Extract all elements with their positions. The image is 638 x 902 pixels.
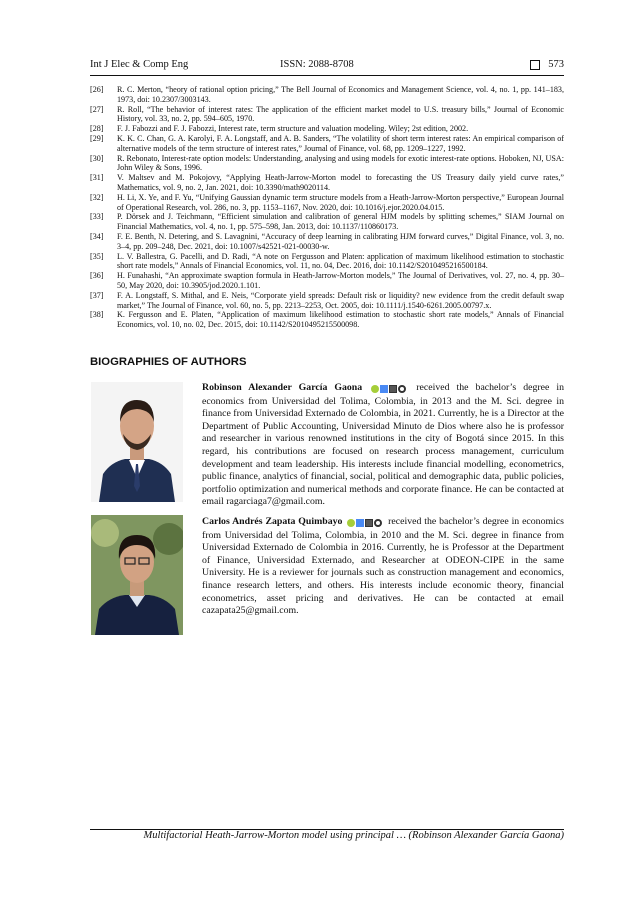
author-name: Carlos Andrés Zapata Quimbayo [202, 516, 343, 527]
reference-item: [34] F. E. Benth, N. Detering, and S. Lavagnini, “Accuracy of deep learning in calibrating HJM forward curves,” Digital Finance, vol. 3, no. 3–4, pp. 209–248, Dec. 2021, doi: 10.1007/s42521-021-00030-w. [90, 231, 564, 251]
reference-item: [33] P. Dörsek and J. Teichmann, “Efficient simulation and calibration of general HJM models by splitting schemes,” SIAM Journal on Financial Mathematics, vol. 4, no. 1, pp. 575–598, Jan. 2013, doi: 10.1137/110860173. [90, 212, 564, 232]
orcid-icon[interactable] [371, 385, 379, 393]
running-header [90, 59, 564, 75]
issn: ISSN: 2088-8708 [280, 59, 354, 70]
reference-item: [27] R. Roll, “The behavior of interest rates: The application of the efficient market model to U.S. treasury bills,” Journal of Economic History, vol. 33, no. 2, pp. 594–605, 1970. [90, 104, 564, 124]
reference-item: [29] K. K. C. Chan, G. A. Karolyi, F. A. Longstaff, and A. B. Sanders, “The volatility of short term interest rates: An empirical comparison of alternative models of the term structure of interest rates,” Journal of Finance, vol. 68, pp. 1209–1227, 1992. [90, 133, 564, 153]
bio-text: received the bachelor’s degree in economics from Universidad del Tolima, Colombia, in 2013 and the M. Sci. degree in finance from Universidad Externado de Colombia, in 2021. Currently, he is a Director at the Department of Public Accounting, Universidad Minuto de Dios where also he is professor and researcher in various renowned institutions in the city of Bogotá since 2015. In this regard, his contributions are focused on research process management, curriculum development and team leadership. His interests include financial modelling, econometrics, public finance, analytics of financial, social, political and demographic data, public policies, portfolio optimization and numerical methods and corporate finance. He can be contacted at email ragarciaga7@gmail.com. [202, 382, 565, 508]
author-photo [91, 515, 183, 635]
running-footer: Multifactorial Heath-Jarrow-Morton model using principal … (Robinson Alexander García Gaona) [143, 830, 564, 841]
publons-icon[interactable] [374, 519, 382, 527]
author-name: Robinson Alexander García Gaona [202, 382, 363, 393]
author-links [371, 383, 407, 396]
reference-item: [30] R. Rebonato, Interest-rate option models: Understanding, analysing and using models for exotic interest-rate options. Hoboken, NJ, USA: John Wiley & Sons, 1996. [90, 153, 564, 173]
publons-icon[interactable] [398, 385, 406, 393]
author-photo [91, 382, 183, 502]
orcid-icon[interactable] [347, 519, 355, 527]
scopus-icon[interactable] [389, 385, 397, 393]
page-number: 573 [548, 59, 564, 70]
author-bio [202, 516, 564, 618]
google-scholar-icon[interactable] [356, 519, 364, 527]
bio-text: received the bachelor’s degree in economics from Universidad del Tolima, Colombia, in 2010 and the M. Sci. degree in finance from Universidad Externado de Colombia in 2016. Currently, he is Professor at the Department of Finance, Universidad Externado, and Researcher at ODEON-CIPE in the same University. He is a reviewer for journals such as construction management and economics, finance research letters, and others. His interests include economic theory, financial econometrics, asset pricing and derivatives. He can be contacted at email cazapata25@gmail.com. [202, 516, 564, 617]
header-rule [90, 75, 564, 76]
reference-item: [32] H. Li, X. Ye, and F. Yu, “Unifying Gaussian dynamic term structure models from a Heath-Jarrow-Morton perspective,” European Journal of Operational Research, vol. 286, no. 3, pp. 1153–1167, Nov. 2020, doi: 10.1016/j.ejor.2020.04.015. [90, 192, 564, 212]
author-bio [202, 382, 564, 509]
author-links [347, 517, 383, 530]
reference-item: [37] F. A. Longstaff, S. Mithal, and E. Neis, “Corporate yield spreads: Default risk or liquidity? new evidence from the credit default swap market,” The Journal of Finance, vol. 60, no. 5, pp. 2213–2253, Oct. 2005, doi: 10.1111/j.1540-6261.2005.00797.x. [90, 290, 564, 310]
scopus-icon[interactable] [365, 519, 373, 527]
reference-item: [31] V. Maltsev and M. Pokojovy, “Applying Heath-Jarrow-Morton model to forecasting the US Treasury daily yield curve rates,” Mathematics, vol. 9, no. 2, Jan. 2021, doi: 10.3390/math9020114. [90, 173, 564, 192]
google-scholar-icon[interactable] [380, 385, 388, 393]
reference-item: [35] L. V. Ballestra, G. Pacelli, and D. Radi, “A note on Fergusson and Platen: application of maximum likelihood estimation to stochastic short rate models,” Annals of Financial Economics, vol. 11, no. 04, Dec. 2016, doi: 10.1142/S2010495216500184. [90, 251, 564, 271]
reference-item: [28] F. J. Fabozzi and F. J. Fabozzi, Interest rate, term structure and valuation modeling. Wiley; 2st edition, 2002. [90, 124, 469, 134]
reference-list [90, 85, 564, 330]
reference-item: [38] K. Fergusson and E. Platen, “Application of maximum likelihood estimation to stochastic short rate models,” Annals of Financial Economics, vol. 10, no. 02, Dec. 2015, doi: 10.1142/S2010495215500098. [90, 310, 564, 330]
section-title: BIOGRAPHIES OF AUTHORS [90, 356, 247, 368]
square-icon [530, 60, 540, 70]
journal-name: Int J Elec & Comp Eng [90, 59, 189, 70]
reference-item: [26] R. C. Merton, “heory of rational option pricing,” The Bell Journal of Economics and Management Science, vol. 4, no. 1, pp. 141–183, 1973, doi: 10.2307/3003143. [90, 85, 564, 104]
reference-item: [36] H. Funahashi, “An approximate swaption formula in Heath-Jarrow-Morton models,” The Journal of Derivatives, vol. 27, no. 4, pp. 30–50, May 2020, doi: 10.3905/jod.2020.1.101. [90, 271, 564, 290]
